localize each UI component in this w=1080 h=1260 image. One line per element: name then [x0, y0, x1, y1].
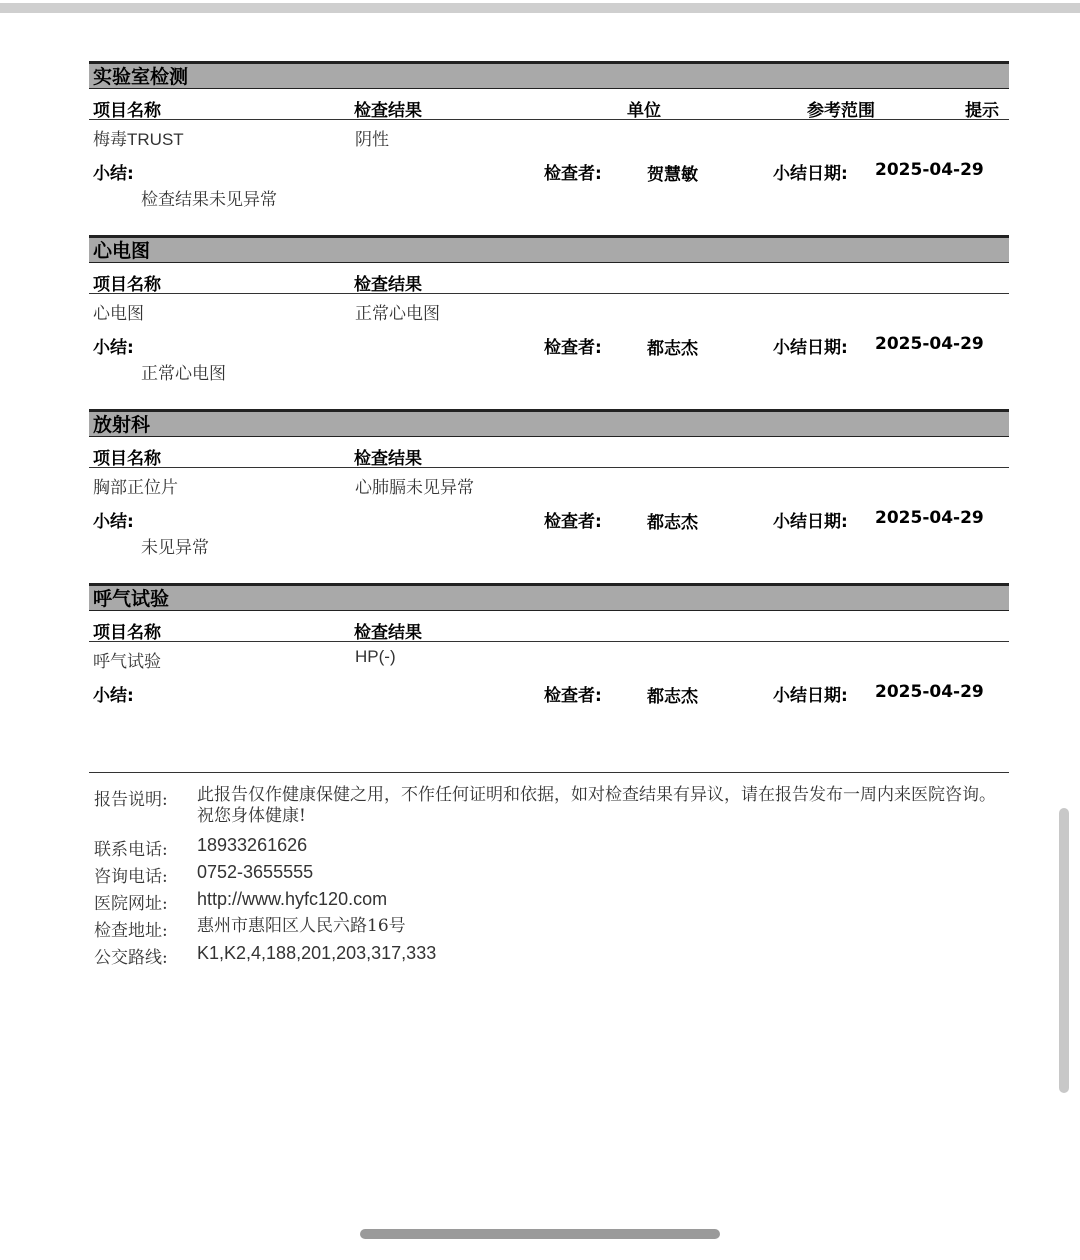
- col-header-result: 检查结果: [354, 275, 422, 295]
- footer-divider: [89, 772, 1009, 773]
- item-name: 胸部正位片: [93, 478, 178, 498]
- item-result: 心肺膈未见异常: [355, 478, 474, 498]
- examiner-name: 都志杰: [647, 687, 698, 707]
- examiner-label: 检查者:: [544, 686, 602, 706]
- item-name: 呼气试验: [93, 652, 161, 672]
- summary-text: 检查结果未见异常: [141, 190, 277, 210]
- item-result: HP(-): [355, 647, 396, 666]
- col-header-name: 项目名称: [93, 101, 161, 121]
- note-label: 报告说明:: [94, 790, 168, 810]
- summary-label: 小结:: [93, 686, 134, 706]
- phone-label: 联系电话:: [94, 840, 168, 860]
- date-label: 小结日期:: [773, 164, 848, 184]
- section-title: 呼气试验: [89, 583, 1009, 611]
- col-header-result: 检查结果: [354, 101, 422, 121]
- section-title: 实验室检测: [89, 61, 1009, 89]
- section-lab: [89, 61, 1009, 211]
- section-radiology: [89, 409, 1009, 559]
- col-header-name: 项目名称: [93, 449, 161, 469]
- vertical-scrollbar[interactable]: [1059, 808, 1069, 1093]
- home-indicator[interactable]: [360, 1229, 720, 1239]
- col-header-range: 参考范围: [807, 101, 875, 121]
- summary-text: 正常心电图: [141, 364, 226, 384]
- col-header-unit: 单位: [627, 101, 661, 121]
- col-header-name: 项目名称: [93, 623, 161, 643]
- bus-label: 公交路线:: [94, 948, 168, 968]
- examiner-label: 检查者:: [544, 338, 602, 358]
- item-result: 正常心电图: [355, 304, 440, 324]
- bus-routes: K1,K2,4,188,201,203,317,333: [197, 943, 437, 963]
- section-ecg: [89, 235, 1009, 385]
- consult-label: 咨询电话:: [94, 867, 168, 887]
- header-divider: [89, 467, 1009, 468]
- col-header-name: 项目名称: [93, 275, 161, 295]
- examiner-name: 贺慧敏: [647, 165, 698, 185]
- section-title: 心电图: [89, 235, 1009, 263]
- item-result: 阴性: [355, 130, 389, 150]
- date-label: 小结日期:: [773, 686, 848, 706]
- top-scroll-edge: [0, 3, 1080, 13]
- col-header-hint: 提示: [965, 101, 999, 121]
- section-breath-test: [89, 583, 1009, 733]
- summary-label: 小结:: [93, 512, 134, 532]
- summary-label: 小结:: [93, 164, 134, 184]
- item-name: 心电图: [93, 304, 144, 324]
- phone-number: 18933261626: [197, 835, 308, 855]
- summary-date: 2025-04-29: [875, 508, 984, 528]
- address-text: 惠州市惠阳区人民六路16号: [197, 916, 406, 936]
- item-name: 梅毒TRUST: [93, 130, 184, 149]
- summary-label: 小结:: [93, 338, 134, 358]
- date-label: 小结日期:: [773, 512, 848, 532]
- address-label: 检查地址:: [94, 921, 168, 941]
- examiner-name: 都志杰: [647, 339, 698, 359]
- examiner-label: 检查者:: [544, 164, 602, 184]
- col-header-result: 检查结果: [354, 623, 422, 643]
- consult-number: 0752-3655555: [197, 862, 314, 882]
- examiner-name: 都志杰: [647, 513, 698, 533]
- website-link[interactable]: http://www.hyfc120.com: [197, 889, 388, 909]
- note-text: 此报告仅作健康保健之用，不作任何证明和依据，如对检查结果有异议，请在报告发布一周内来医院咨询。祝您身体健康!: [197, 785, 996, 826]
- summary-date: 2025-04-29: [875, 682, 984, 702]
- summary-date: 2025-04-29: [875, 334, 984, 354]
- header-divider: [89, 119, 1009, 120]
- header-divider: [89, 293, 1009, 294]
- col-header-result: 检查结果: [354, 449, 422, 469]
- header-divider: [89, 641, 1009, 642]
- date-label: 小结日期:: [773, 338, 848, 358]
- summary-date: 2025-04-29: [875, 160, 984, 180]
- website-label: 医院网址:: [94, 894, 168, 914]
- summary-text: 未见异常: [141, 538, 209, 558]
- examiner-label: 检查者:: [544, 512, 602, 532]
- section-title: 放射科: [89, 409, 1009, 437]
